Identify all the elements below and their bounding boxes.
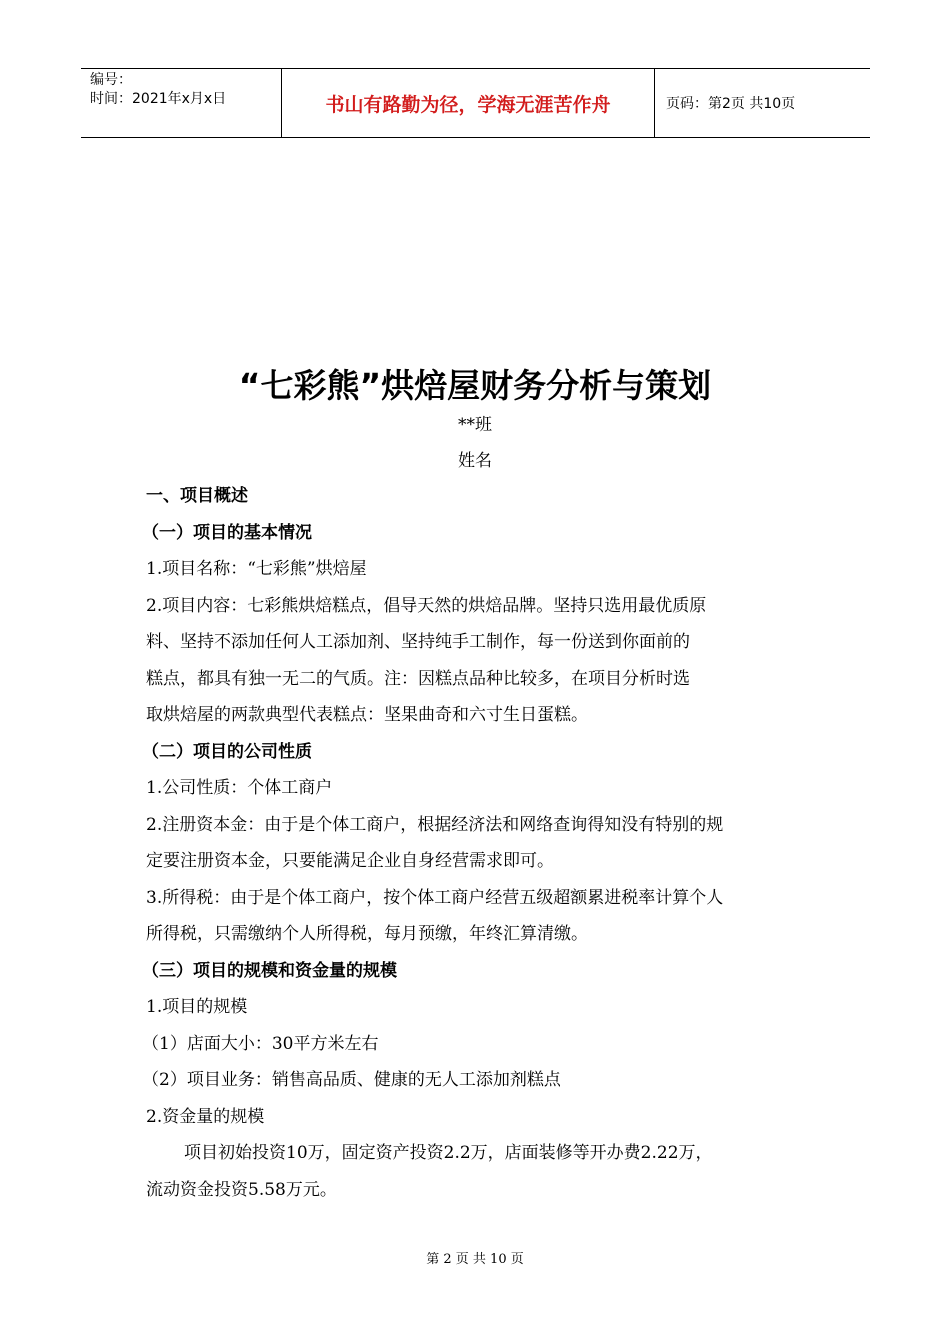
section-heading: 一、项目概述 [146,486,248,506]
paragraph-line: 所得税，只需缴纳个人所得税，每月预缴，年终汇算清缴。 [146,924,588,944]
name-line: 姓名 [458,451,492,471]
header-motto: 书山有路勤为径，学海无涯苦作舟 [282,69,655,137]
document-title: “七彩熊”烘焙屋财务分析与策划 [238,366,712,405]
paragraph-line: （1）店面大小：30平方米左右 [142,1033,379,1054]
header-page-info: 页码：第2页 共10页 [666,96,796,112]
header-meta [81,69,282,137]
page-footer: 第 2 页 共 10 页 [426,1252,524,1267]
number-label: 编号： [90,72,132,88]
paragraph-line: 2.项目内容：七彩熊烘焙糕点，倡导天然的烘焙品牌。坚持只选用最优质原 [146,595,707,616]
paragraph-line: 定要注册资本金，只要能满足企业自身经营需求即可。 [146,851,554,871]
subsection-heading: （三）项目的规模和资金量的规模 [142,960,397,981]
paragraph-line: 2.注册资本金：由于是个体工商户，根据经济法和网络查询得知没有特别的规 [146,814,724,835]
paragraph-line: 取烘焙屋的两款典型代表糕点：坚果曲奇和六寸生日蛋糕。 [146,705,588,725]
page-header [81,68,870,138]
paragraph-line: 1.公司性质：个体工商户 [146,778,333,798]
time-label: 时间：2021年x月x日 [90,91,227,107]
document-body [142,478,816,1208]
subsection-heading: （一）项目的基本情况 [142,522,312,543]
paragraph-line: （2）项目业务：销售高品质、健康的无人工添加剂糕点 [142,1070,561,1090]
paragraph-line: 3.所得税：由于是个体工商户，按个体工商户经营五级超额累进税率计算个人 [146,887,724,908]
class-line: **班 [458,415,492,435]
paragraph-line: 流动资金投资5.58万元。 [146,1179,337,1200]
paragraph-line: 1.项目的规模 [146,997,248,1017]
paragraph-line: 2.资金量的规模 [146,1106,265,1127]
paragraph-line: 1.项目名称：“七彩熊”烘焙屋 [146,559,367,579]
paragraph-line: 料、坚持不添加任何人工添加剂、坚持纯手工制作，每一份送到你面前的 [146,632,690,652]
paragraph-line: 糕点，都具有独一无二的气质。注：因糕点品种比较多，在项目分析时选 [146,668,690,689]
subsection-heading: （二）项目的公司性质 [142,741,312,762]
paragraph-line: 项目初始投资10万，固定资产投资2.2万，店面装修等开办费2.22万， [184,1143,713,1163]
